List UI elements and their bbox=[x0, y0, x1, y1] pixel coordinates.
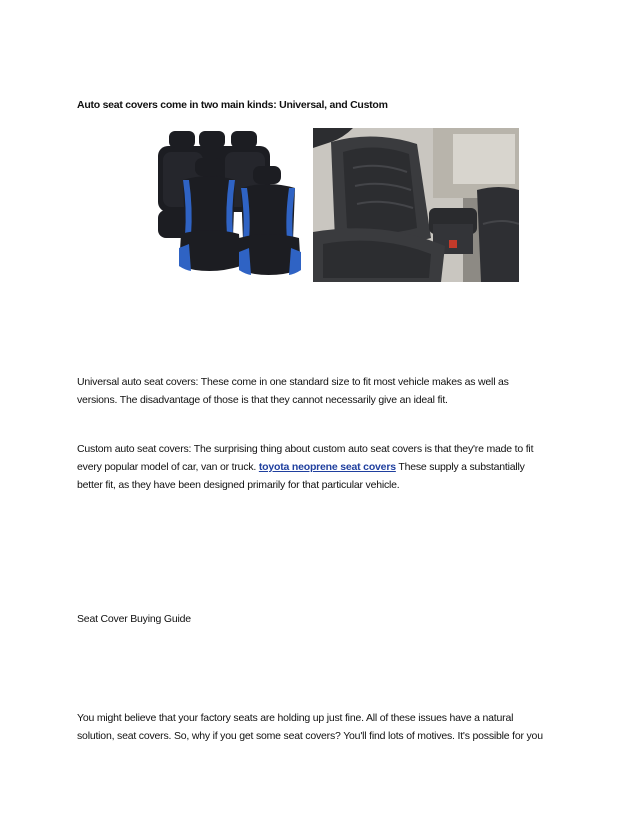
toyota-seat-covers-link[interactable]: toyota neoprene seat covers bbox=[258, 461, 396, 473]
custom-line-3: better fit, as they have been designed primarily for that particular vehicle. bbox=[77, 479, 400, 491]
buying-guide-heading: Seat Cover Buying Guide bbox=[77, 613, 191, 625]
custom-line-2-rest: These supply a substantially bbox=[395, 461, 525, 473]
section-heading: Auto seat covers come in two main kinds: Universal, and Custom bbox=[77, 99, 388, 111]
custom-line-1: Custom auto seat covers: The surprising thing about custom auto seat covers is that they're made to fit bbox=[77, 443, 534, 455]
universal-seat-cover-image bbox=[155, 128, 307, 280]
intro-paragraph bbox=[77, 709, 567, 745]
custom-seat-cover-image bbox=[313, 128, 519, 282]
universal-line-1: Universal auto seat covers: These come in one standard size to fit most vehicle makes as well as bbox=[77, 376, 509, 388]
custom-line-2-text: every popular model of car, van or truck. bbox=[77, 461, 259, 473]
seat-cover-images bbox=[155, 128, 520, 286]
custom-paragraph bbox=[77, 440, 567, 494]
intro-line-2: solution, seat covers. So, why if you get some seat covers? You'll find lots of motives. It's possible for you bbox=[77, 730, 543, 742]
universal-paragraph bbox=[77, 373, 567, 409]
intro-line-1: You might believe that your factory seats are holding up just fine. All of these issues have a natural bbox=[77, 712, 514, 724]
universal-line-2: versions. The disadvantage of those is that they cannot necessarily give an ideal fit. bbox=[77, 394, 448, 406]
custom-line-2 bbox=[77, 458, 567, 476]
